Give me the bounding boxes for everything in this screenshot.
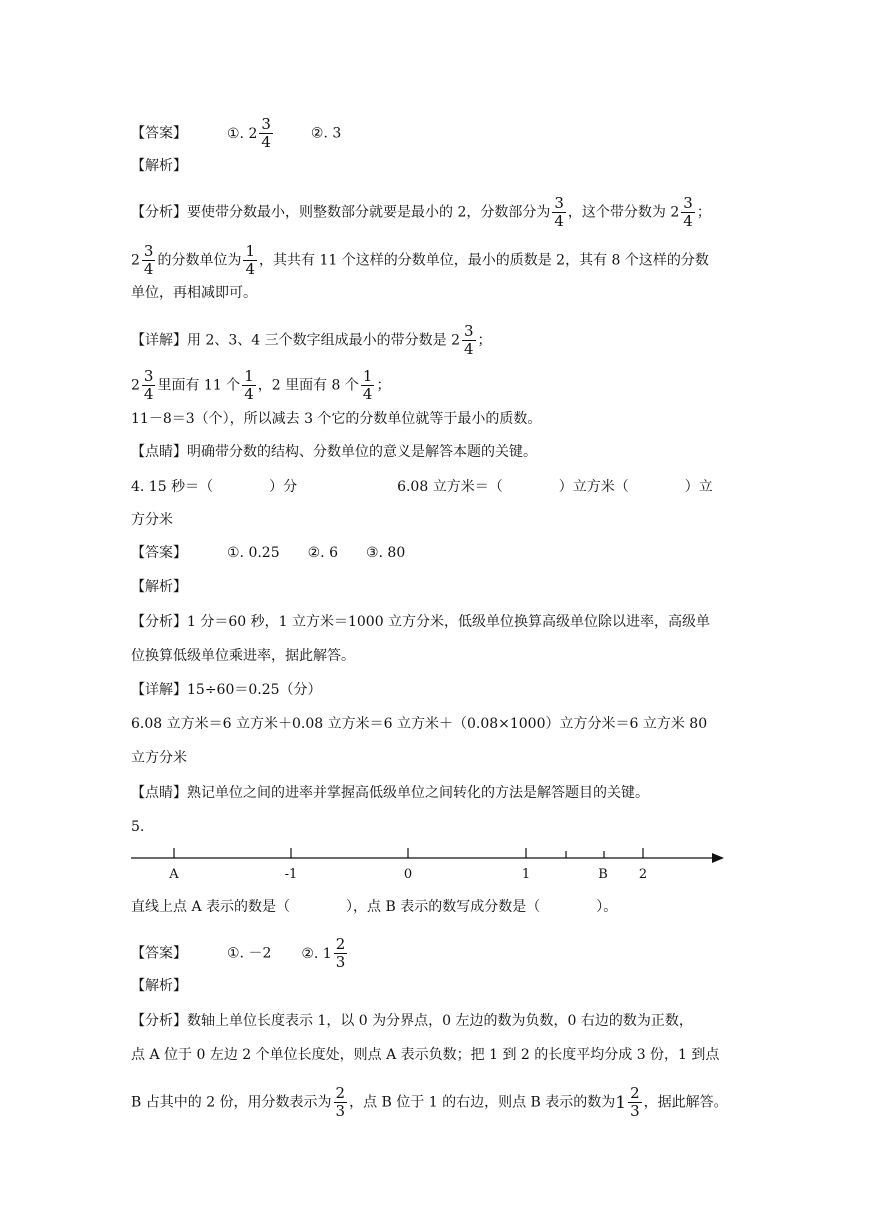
fraction: $\frac{3}{4}$	[143, 367, 154, 403]
q4-question-line-2: 方分米	[131, 512, 173, 528]
fraction: $\frac{2}{3}$	[335, 1084, 346, 1120]
answer-label: 【答案】	[131, 545, 187, 561]
q4-xiangjie-line-2: 6.08 立方米＝6 立方米＋0.08 立方米＝6 立方米＋（0.08×1000）立方分米＝6 立方米 80	[131, 716, 708, 732]
q5-number: 5.	[131, 819, 145, 835]
fraction: $\frac{3}{4}$	[261, 115, 271, 151]
fraction: $\frac{1}{4}$	[244, 367, 254, 403]
q4-question-line-1: 4. 15 秒＝（ ）分 6.08 立方米＝（ ）立方米（ ）立	[131, 479, 713, 495]
answers: ①. 0.25 ②. 6 ③. 80	[227, 545, 406, 561]
q4-fenxi-line-2: 位换算低级单位乘进率，据此解答。	[131, 648, 355, 664]
fraction: $\frac{3}{4}$	[143, 242, 154, 278]
q5-fenxi-line-1: 【分析】数轴上单位长度表示 1，以 0 为分界点，0 左边的数为负数，0 右边的数为正数，	[131, 1013, 693, 1029]
q3-xiangjie-line-1: 【详解】用 2、3、4 三个数字组成最小的带分数是 2 $\frac{3}{4}$ ；	[131, 322, 492, 358]
label-0: 0	[403, 867, 413, 882]
fraction: $\frac{3}{4}$	[683, 194, 693, 230]
q5-answer-line	[131, 936, 349, 971]
q3-xiangjie-line-2: 2 $\frac{3}{4}$ 里面有 11 个 $\frac{1}{4}$ ，2 里面有 8 个 $\frac{1}{4}$ ；	[131, 367, 391, 403]
q4-dianjing: 【点睛】熟记单位之间的进率并掌握高低级单位之间转化的方法是解答题目的关键。	[131, 785, 649, 801]
label-minus-1: -1	[284, 867, 298, 882]
q4-analysis-label: 【解析】	[131, 579, 187, 595]
q3-fenxi-line-3: 单位，再相减即可。	[131, 285, 257, 301]
mixed-number: 1 $\frac{2}{3}$	[615, 1084, 640, 1120]
q5-question: 直线上点 A 表示的数是（ ），点 B 表示的数写成分数是（ ）。	[131, 899, 618, 915]
label-1: 1	[521, 867, 531, 882]
q5-fenxi-line-3: B 占其中的 2 份，用分数表示为 $\frac{2}{3}$ ，点 B 位于 1 的右边，则点 B 表示的数为 1 $\frac{2}{3}$ ，据此解答。	[131, 1084, 728, 1120]
label-A: A	[169, 867, 179, 882]
q5-fenxi-line-2: 点 A 位于 0 左边 2 个单位长度处，则点 A 表示负数；把 1 到 2 的长度平均分成 3 份，1 到点	[131, 1047, 720, 1063]
q4-fenxi-line-1: 【分析】1 分＝60 秒，1 立方米＝1000 立方分米，低级单位换算高级单位除以进率，高级单	[131, 614, 711, 630]
fraction: $\frac{1}{4}$	[245, 242, 256, 278]
fraction: $\frac{3}{4}$	[463, 322, 474, 358]
answer-1: ①. 2 $\frac{3}{4}$	[227, 115, 271, 151]
q5-analysis-label: 【解析】	[131, 978, 187, 994]
answer-2: ②. 3	[310, 125, 342, 142]
answer-label: 【答案】	[131, 125, 187, 142]
q4-xiangjie-line-1: 【详解】15÷60＝0.25（分）	[131, 682, 322, 698]
q3-fenxi-line-2: 2 $\frac{3}{4}$ 的分数单位为 $\frac{1}{4}$ ，其共有 11 个这样的分数单位，最小的质数是 2，其有 8 个这样的分数	[131, 242, 709, 278]
fraction: $\frac{3}{4}$	[554, 194, 564, 230]
label-2: 2	[638, 867, 648, 882]
axis-arrow-icon	[712, 853, 724, 863]
fraction: $\frac{2}{3}$	[630, 1084, 640, 1120]
q3-fenxi-line-1: 【分析】要使带分数最小，则整数部分就要是最小的 2，分数部分为 $\frac{3}{4}$ ，这个带分数为 2 $\frac{3}{4}$ ；	[131, 194, 711, 230]
answer-2: ②. 1 $\frac{2}{3}$	[301, 935, 346, 971]
q4-xiangjie-line-3: 立方分米	[131, 750, 187, 766]
label-B: B	[598, 867, 608, 882]
q3-dianjing: 【点睛】明确带分数的结构、分数单位的意义是解答本题的关键。	[131, 444, 537, 460]
answer-1: ①. －2	[227, 945, 272, 962]
fraction: $\frac{1}{4}$	[362, 367, 373, 403]
q3-analysis-label: 【解析】	[131, 158, 187, 174]
fraction: $\frac{2}{3}$	[335, 935, 346, 971]
answer-label: 【答案】	[131, 945, 187, 962]
q3-xiangjie-line-3: 11－8＝3（个），所以减去 3 个它的分数单位就等于最小的质数。	[131, 411, 542, 427]
